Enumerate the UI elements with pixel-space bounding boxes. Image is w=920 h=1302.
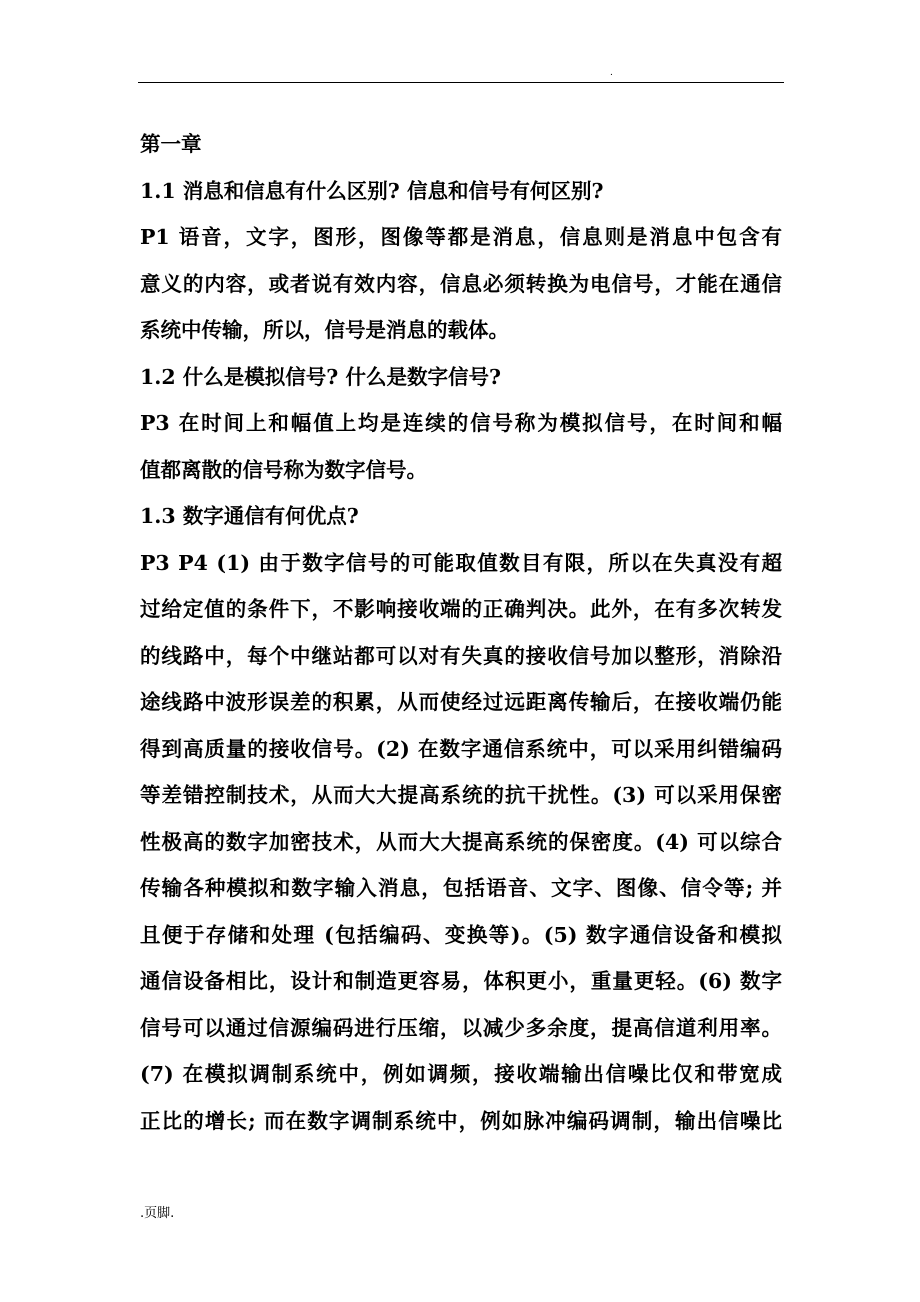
text-line: 性极高的数字加密技术，从而大大提高系统的保密度。(4) 可以综合 [140,829,782,854]
text-line: 正比的增长; 而在数字调制系统中，例如脉冲编码调制，输出信噪比 [140,1108,782,1133]
text-line: 通信设备相比，设计和制造更容易，体积更小，重量更轻。(6) 数字 [140,969,782,993]
question-1-1: 1.1 消息和信息有什么区别? 信息和信号有何区别? [140,178,604,203]
text-line: 途线路中波形误差的积累，从而使经过远距离传输后，在接收端仍能 [140,690,782,714]
text-line: 传输各种模拟和数字输入消息，包括语音、文字、图像、信令等; 并 [140,876,782,900]
text-line: P3 P4 (1) 由于数字信号的可能取值数目有限，所以在失真没有超 [140,550,782,575]
chapter-title: 第一章 [140,132,202,156]
text-line: P1 语音，文字，图形，图像等都是消息，信息则是消息中包含有 [140,225,782,249]
text-line: 意义的内容，或者说有效内容，信息必须转换为电信号，才能在通信 [140,271,782,296]
text-line: P3 在时间上和幅值上均是连续的信号称为模拟信号，在时间和幅 [140,411,782,435]
document-body [140,121,782,1144]
text-line: (7) 在模拟调制系统中，例如调频，接收端输出信噪比仅和带宽成 [140,1062,782,1086]
text-line: 值都离散的信号称为数字信号。 [140,457,427,482]
text-line: 得到高质量的接收信号。(2) 在数字通信系统中，可以采用纠错编码 [140,736,782,761]
text-line: 信号可以通过信源编码进行压缩，以减少多余度，提高信道利用率。 [140,1015,782,1040]
header-rule [138,82,784,83]
text-line: 且便于存储和处理 (包括编码、变换等)。(5) 数字通信设备和模拟 [140,922,782,947]
header-mark: . [610,68,613,78]
text-line: 等差错控制技术，从而大大提高系统的抗干扰性。(3) 可以采用保密 [140,783,782,807]
question-1-2: 1.2 什么是模拟信号? 什么是数字信号? [140,364,501,389]
text-line: 系统中传输，所以，信号是消息的载体。 [140,318,509,342]
text-line: 过给定值的条件下，不影响接收端的正确判决。此外，在有多次转发 [140,597,782,621]
page-footer: .页脚. [140,1206,175,1221]
question-1-3: 1.3 数字通信有何优点? [140,504,359,528]
text-line: 的线路中，每个中继站都可以对有失真的接收信号加以整形，消除沿 [140,643,782,668]
